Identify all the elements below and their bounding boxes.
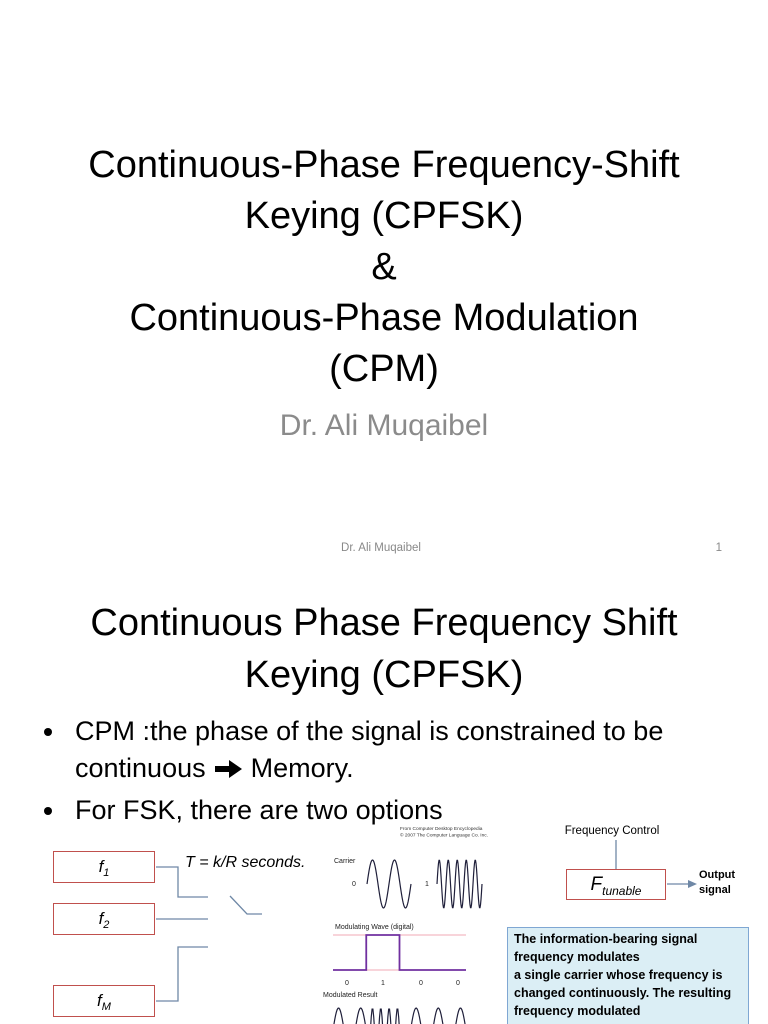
oscillator-subscript: 2	[103, 919, 110, 931]
carrier-bit-label: 1	[425, 881, 429, 888]
modulated-result-label: Modulated Result	[323, 992, 378, 999]
title-line: Keying (CPFSK)	[244, 654, 524, 696]
timing-label: T = k/R seconds.	[185, 854, 306, 871]
bullet-marker	[44, 807, 52, 815]
title-line: Continuous Phase Frequency Shift	[90, 602, 678, 644]
modulating-bit-label: 1	[381, 980, 385, 987]
oscillator-f1-box	[53, 851, 155, 883]
page-number: 1	[715, 542, 722, 554]
bullet-text-after: Memory.	[250, 753, 354, 783]
carrier-wave-1	[437, 860, 482, 907]
right-arrow-icon	[215, 759, 242, 779]
oscillator-symbol: F	[590, 874, 603, 895]
modulating-bit-label: 0	[456, 980, 460, 987]
oscillator-symbol: f	[97, 991, 102, 1010]
callout-line: changed continuously. The resulting	[514, 986, 732, 1000]
callout-line: frequency modulates	[514, 950, 640, 964]
oscillator-subscript: 1	[103, 867, 110, 879]
title-line: Continuous-Phase Modulation	[129, 297, 639, 339]
oscillator-f2-box	[53, 903, 155, 935]
oscillator-symbol: f	[98, 909, 104, 928]
callout-line: a single carrier whose frequency is	[514, 968, 723, 982]
modulating-bit-label: 0	[419, 980, 423, 987]
title-line: Keying (CPFSK)	[244, 195, 524, 237]
oscillator-fm-box	[53, 985, 155, 1017]
figure-credits	[400, 825, 488, 838]
bullet-text: For FSK, there are two options	[75, 795, 443, 825]
bullet-item	[44, 713, 715, 787]
slide-title	[0, 140, 768, 395]
switch-arm	[230, 896, 262, 914]
oscillator-subscript: M	[101, 1001, 111, 1013]
title-line: Continuous-Phase Frequency-Shift	[88, 144, 680, 186]
fm-connector-line	[156, 947, 208, 1001]
oscillator-symbol: f	[98, 857, 104, 876]
output-arrow-icon	[688, 880, 697, 888]
callout-line: frequency modulated	[514, 1004, 641, 1018]
content-slide	[0, 576, 768, 1024]
output-signal-label	[699, 868, 735, 898]
title-line: &	[371, 246, 397, 288]
credit-line: From Computer Desktop Encyclopedia	[400, 825, 483, 831]
carrier-bit-label: 0	[352, 881, 356, 888]
output-label-line: signal	[699, 884, 731, 896]
bullet-list	[44, 713, 715, 834]
slide-title	[0, 597, 768, 701]
modulating-wave-label: Modulating Wave (digital)	[335, 924, 414, 931]
carrier-label: Carrier	[334, 858, 356, 865]
bullet-marker	[44, 728, 52, 736]
output-label-line: Output	[699, 869, 736, 881]
carrier-wave-0	[367, 860, 411, 908]
square-wave	[333, 935, 466, 970]
slide-footer: Dr. Ali Muqaibel	[341, 542, 421, 554]
frequency-control-label: Frequency Control	[564, 825, 660, 837]
modulated-wave	[333, 1008, 466, 1024]
callout-line: The information-bearing signal	[514, 932, 698, 946]
tunable-oscillator-box	[566, 869, 666, 900]
oscillator-subscript: tunable	[602, 884, 642, 898]
bullet-text: CPM :the phase of the signal is constrained to be continuous	[75, 716, 664, 783]
modulating-bit-label: 0	[345, 980, 349, 987]
credit-line: © 2007 The Computer Language Co. Inc.	[400, 832, 489, 838]
callout-box	[507, 927, 749, 1024]
title-line: (CPM)	[329, 348, 439, 390]
slide-subtitle: Dr. Ali Muqaibel	[279, 409, 489, 442]
